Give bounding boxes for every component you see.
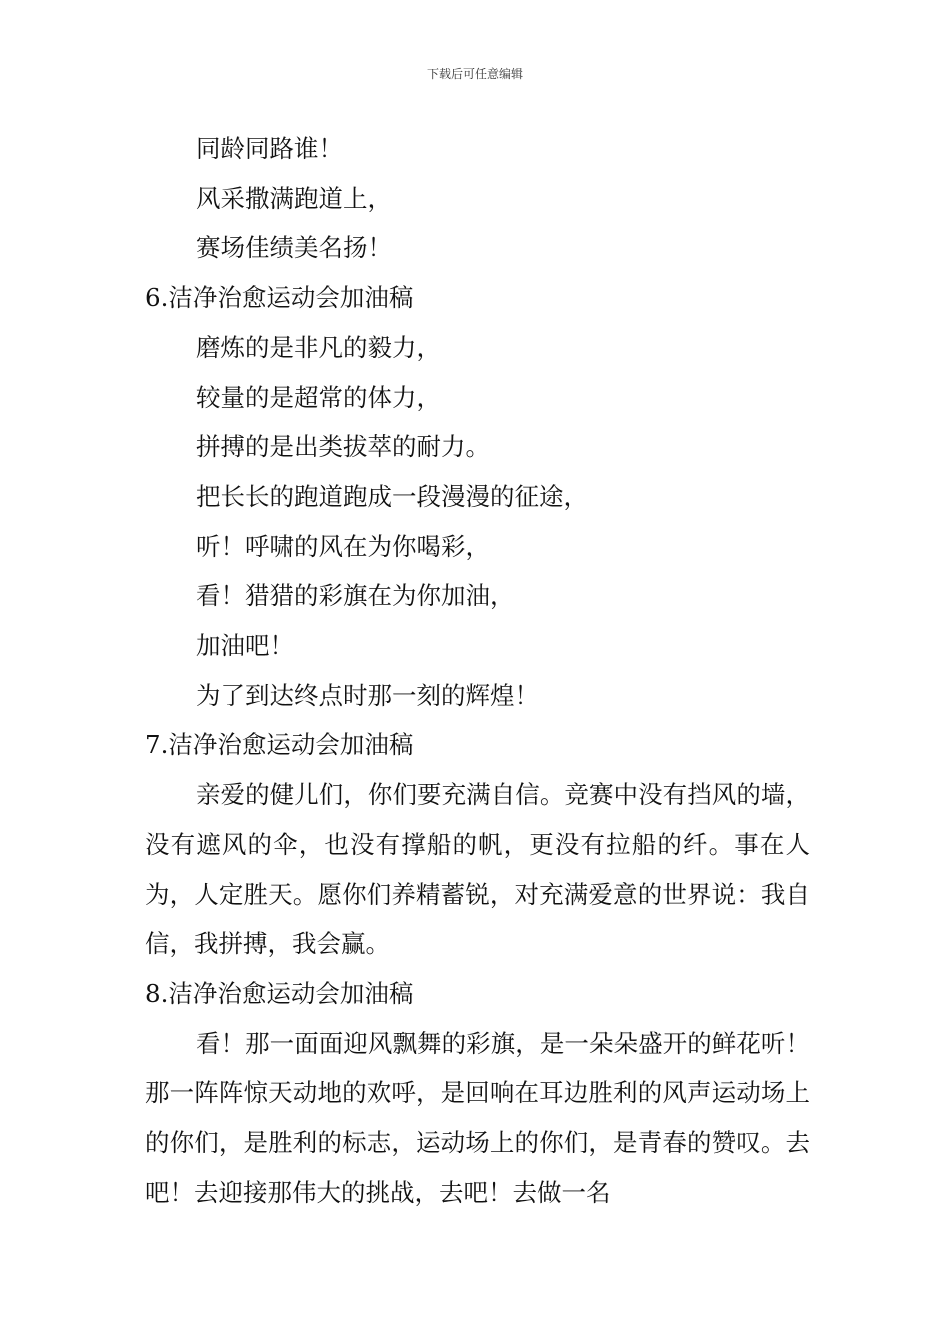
page-header: 下载后可任意编辑 [426,67,523,81]
verse-line: 赛场佳绩美名扬！ [196,233,392,263]
verse-line: 拼搏的是出类拔萃的耐力。 [196,432,490,462]
section-heading-8: 8.洁净治愈运动会加油稿 [145,978,414,1008]
section-7-paragraph: 亲爱的健儿们，你们要充满自信。竞赛中没有挡风的墙，没有遮风的伞，也没有撑船的帆，更没有拉船的纤。事在人为，人定胜天。愿你们养精蓄锐，对充满爱意的世界说：我自信，我拼搏，我会赢。 [145,780,810,959]
verse-line: 同龄同路谁！ [196,134,343,163]
document-body [145,124,810,1217]
section-8-paragraph: 看！那一面面迎风飘舞的彩旗，是一朵朵盛开的鲜花听！那一阵阵惊天动地的欢呼，是回响在耳边胜利的风声运动场上的你们，是胜利的标志，运动场上的你们，是青春的赞叹。去吧！去迎接那伟大的挑战，去吧！去做一名 [145,1028,810,1207]
verse-line: 加油吧！ [196,631,294,661]
verse-line: 磨炼的是非凡的毅力， [196,332,441,362]
verse-line: 较量的是超常的体力， [196,382,441,412]
section-heading-7: 7.洁净治愈运动会加油稿 [145,730,414,760]
verse-line: 看！猎猎的彩旗在为你加油， [196,581,515,611]
verse-line: 为了到达终点时那一刻的辉煌！ [196,680,539,710]
section-heading-6: 6.洁净治愈运动会加油稿 [145,283,414,313]
verse-line: 听！呼啸的风在为你喝彩， [196,531,490,561]
verse-line: 风采撒满跑道上， [196,183,392,213]
verse-line: 把长长的跑道跑成一段漫漫的征途， [196,481,588,511]
